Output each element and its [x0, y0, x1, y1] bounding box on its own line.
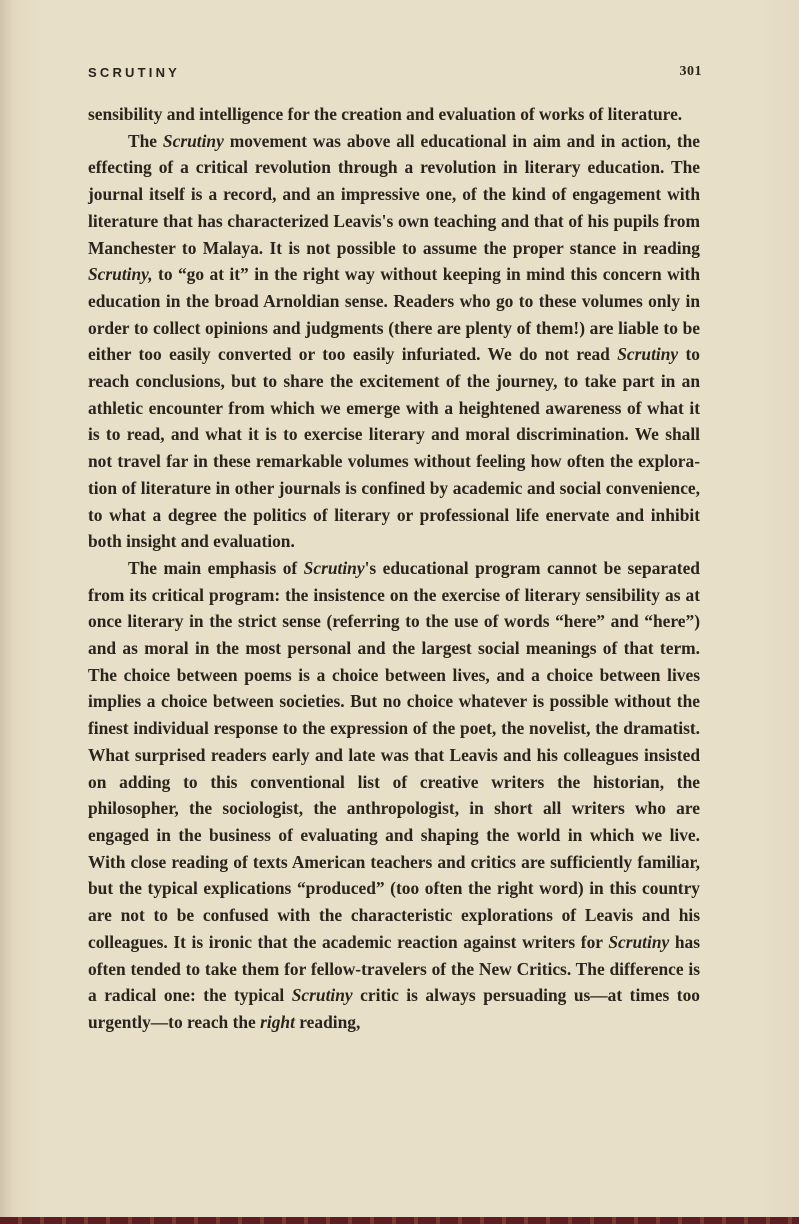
italic-text: Scrutiny — [617, 344, 679, 365]
italic-text: right — [260, 1011, 295, 1032]
italic-text: Scrutiny — [303, 557, 365, 578]
page-number: 301 — [679, 64, 702, 79]
italic-text: Scrutiny, — [88, 264, 153, 285]
italic-text: Scrutiny — [291, 985, 353, 1006]
italic-text: Scrutiny — [608, 931, 670, 952]
text-run: The main emphasis of — [128, 557, 304, 578]
paragraph — [88, 128, 700, 555]
text-run: critic is always persuading us—at times too urgently—to reach the — [88, 985, 700, 1032]
running-title: SCRUTINY — [88, 64, 181, 80]
italic-text: Scrutiny — [162, 130, 224, 151]
paragraph — [88, 555, 700, 1036]
body-text — [88, 101, 700, 1036]
text-run: to “go at it” in the right way without keeping in mind this concern with education in the broad Arnoldian sense. Readers who go to these volumes only in order to collect opinions and judgments (there are plenty of them!) are liable to be either too easily converted or too easily infuriated. We do not read — [88, 264, 700, 365]
text-run: 's educational program cannot be separated from its critical program: the insistence on the exercise of literary sensibility as at once literary in the strict sense (referring to the use of words “here” and “here”) and as moral in the most personal and the largest social meanings of that term. The choice between poems is a choice between lives, and a choice between lives implies a choice between societies. But no choice whatever is possible without the finest individual response to the expression of the poet, the novelist, the dramatist. What surprised readers early and late was that Leavis and his colleagues insisted on adding to this conventional list of creative writers the historian, the philosopher, the sociologist, the anthropologist, in short all writers who are engaged in the business of evaluating and shaping the world in which we live. With close reading of texts American teachers and critics are sufficiently familiar, but the typical explications “produced” (too often the right word) in this country are not to be confused with the characteristic explorations of Leavis and his colleagues. It is ironic that the academic reaction against writers for — [88, 557, 700, 952]
text-run: movement was above all educational in aim and in action, the effecting of a critical revolution through a revolution in literary education. The journal itself is a record, and an impressive one, of the kind of engagement with literature that has characterized Leavis's own teaching and that of his pupils from Manchester to Malaya. It is not possible to assume the proper stance in reading — [88, 130, 701, 258]
page-bottom-edge — [0, 1217, 799, 1224]
text-run: to reach conclusions, but to share the excitement of the journey, to take part in an athletic encounter from which we emerge with a heightened awareness of what it is to read, and what it is to exercise literary and moral discrimination. We shall not travel far in these remarkable volumes without feeling how often the exploration of literature in other journals is confined by academic and social convenience, to what a degree the politics of literary or professional life enervate and inhibit both insight and evaluation. — [88, 344, 700, 552]
paragraph — [88, 101, 700, 128]
text-run: reading, — [294, 1011, 361, 1032]
running-header — [88, 62, 702, 82]
text-run: sensibility and intelligence for the creation and evaluation of works of literature. — [88, 104, 683, 124]
text-run: The — [128, 130, 163, 151]
text-run: has often tended to take them for fellow-travelers of the New Critics. The difference is a radical one: the typical — [88, 931, 701, 1006]
